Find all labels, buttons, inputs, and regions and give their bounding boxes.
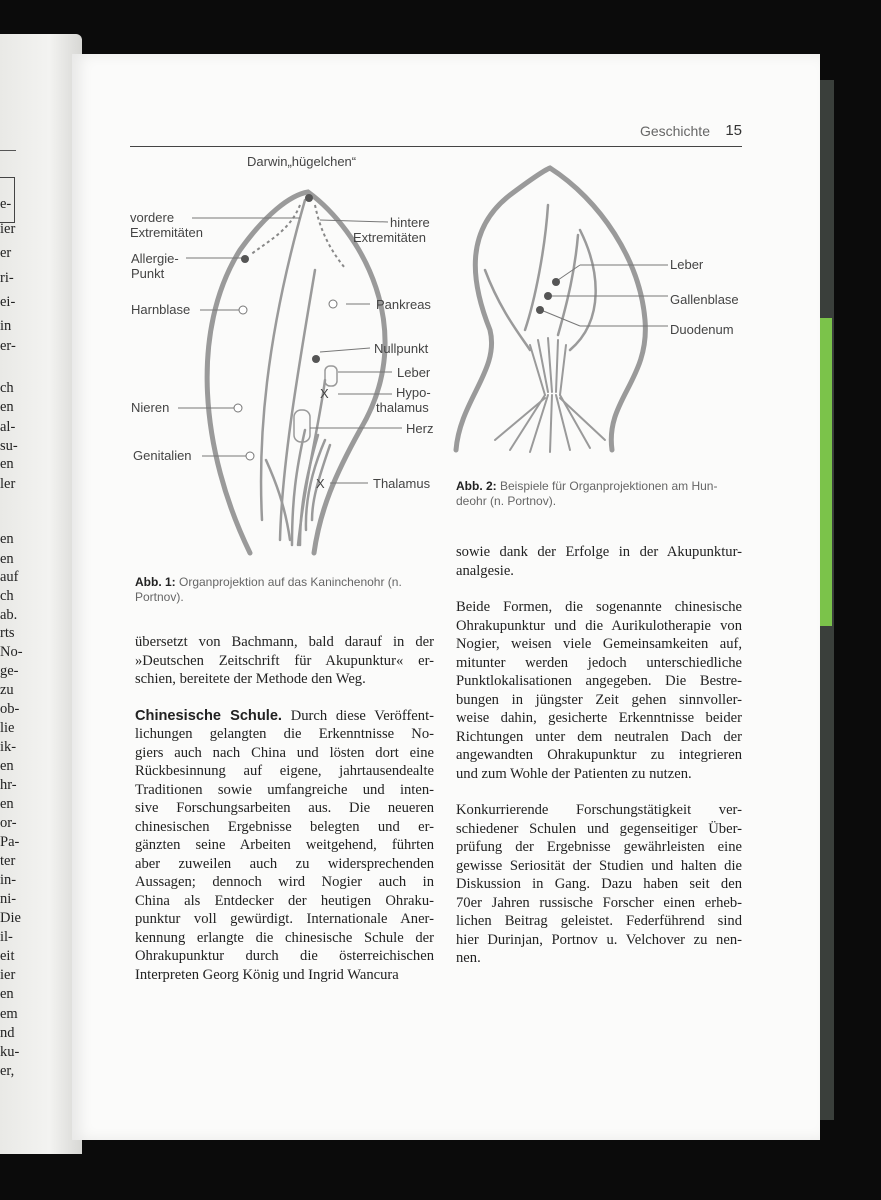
previous-page-line: auf [0,569,19,585]
paragraph-1 [135,633,434,689]
text-line: nen. [456,950,481,966]
text-line: lichen Beitrag geleistet. Federführend sind [456,913,742,929]
previous-page-line: Pa- [0,834,20,850]
previous-page-line: ku- [0,1044,20,1060]
page-number: 15 [725,122,742,139]
previous-page-line: Die [0,910,21,926]
previous-page-line: en [0,758,14,774]
previous-page-line: al- [0,419,16,435]
label-thalamus: Thalamus [373,476,431,491]
text-line: Nogier, weisen viele Gemeinsamkeiten auf, [456,636,742,652]
text-column-left [135,633,434,984]
section-heading: Chinesische Schule. [135,707,282,724]
previous-page-line: hr- [0,777,17,793]
text-line: bungen in jüngster Zeit gehen sinnvoller- [456,691,742,708]
previous-page-line: e- [0,196,12,212]
previous-page-line: ik- [0,739,17,755]
text-line: kennung erlangte die chinesische Schule der [135,929,434,946]
label-x-1: X [320,386,329,401]
text-line: Aussagen; dennoch wird Nogier auch in [135,874,434,890]
label-hintere: hintere [390,215,430,230]
text-line: gewisse Seriosität der Studien und halten die [456,857,742,874]
text-line: angewandten Ohrakupunktur zu integrieren [456,747,742,763]
label-harnblase: Harnblase [131,302,191,317]
label-herz: Herz [406,421,434,436]
text-line: lichungen gelangten die Erkenntnisse No- [135,726,434,742]
previous-page-line: en [0,551,14,567]
previous-page-line: il- [0,929,13,945]
previous-page-line: er- [0,338,16,354]
previous-page-line: en [0,456,14,472]
previous-page-line: lie [0,720,15,736]
text-line: Beide Formen, die sogenannte chinesische [456,599,742,615]
text-line: aber zuweilen auch zu widersprechenden [135,855,434,872]
text-line: Ohrakupunktur und die Aurikulotherapie von [456,617,742,634]
previous-page-line: ob- [0,701,20,717]
label-gallenblase: Gallenblase [670,292,739,307]
previous-page-line: su- [0,438,18,454]
text-line: China als Entdecker der heutigen Ohraku- [135,892,434,909]
text-line: chinesischen Ergebnisse belegten und er- [135,818,434,835]
label-leber-dog: Leber [670,257,704,272]
previous-page-line: ch [0,380,14,396]
text-line: Richtungen unter dem neutralen Dach der [456,728,742,745]
label-vordere-2: Extremitäten [130,225,203,240]
text-line: schien, bereitete der Methode den Weg. [135,671,366,687]
label-vordere: vordere [130,210,175,225]
header-title: Geschichte [639,123,710,139]
label-genitalien: Genitalien [133,448,192,463]
previous-page-line: ier [0,967,16,983]
text-line: Ohrakupunktur durch die österreichischen [135,948,434,964]
previous-page-line: in- [0,872,17,888]
text-line: analgesie. [456,562,514,579]
text-line: sive Forschungsarbeiten aus. Die neueren [135,800,434,816]
text-line: Traditionen sowie umfangreiche und inten- [135,781,434,798]
text-line: gänzten seine Arbeiten weitgehend, führten [135,837,434,853]
previous-page-line: No- [0,644,23,660]
text-line: Diskussion in Gang. Dazu haben seit den [456,876,742,892]
previous-page-line: en [0,399,14,415]
previous-page-line: ni- [0,891,17,907]
text-line: »Deutschen Zeitschrift für Akupunktur« er- [135,652,434,669]
text-line: Punktlokalisationen angegeben. Die Bestre- [456,673,742,689]
paragraph-right-1 [456,543,742,580]
previous-page-line: en [0,986,14,1002]
label-hintere-2: Extremitäten [353,230,426,245]
previous-page-line: ge- [0,663,19,679]
previous-page-line: ch [0,588,14,604]
previous-page-line: ter [0,853,16,869]
previous-page-line: ler [0,476,16,492]
label-leber: Leber [397,365,431,380]
text-line: 70er Jahren russische Forscher einen erheb- [456,894,742,911]
previous-page-line: rts [0,625,15,641]
figure-2-caption: Abb. 2: Beispiele für Organprojektionen am Hun- deohr (n. Portnov). [456,479,718,508]
label-darwin: Darwin„hügelchen“ [247,154,357,169]
text-line: prüfung der Ergebnisse gewährleisten eine [456,839,742,855]
previous-page-line: nd [0,1025,15,1041]
previous-page-line: in [0,318,12,334]
previous-page-line: eit [0,948,15,964]
paragraph-right-3 [456,801,742,968]
label-nullpunkt: Nullpunkt [374,341,429,356]
previous-page-line: or- [0,815,17,831]
previous-page-line: en [0,796,14,812]
label-pankreas: Pankreas [376,297,431,312]
paragraph-chinesische-schule: Chinesische Schule. Durch diese Veröffent- lichungen gelangten die Erkenntnisse No- giers auch nach China und lösten dort eine Rückbesinnung auf eigene, jahrtausendealte Traditionen sowie umfangreiche und inten- sive Forschungsarbeiten aus. Die neueren chinesischen Ergebnisse belegten und er- gänzten seine Arbeiten weitgehend, führten aber zuweilen auch zu widersprechenden Aussagen; dennoch wird Nogier auch in China als Entdecker der heutigen Ohraku- punktur voll gewürdigt. Internationale Aner- kennung erlangte die chinesische Schule der Ohrakupunktur durch die österreichischen Interpreten Georg König und Ingrid Wancura [135,707,435,983]
previous-page-line: ei- [0,294,16,310]
text-line: mitunter werden jedoch unterschiedliche [456,654,742,671]
previous-page-line: ier [0,221,16,237]
previous-page-line: er [0,245,12,261]
label-allergie: Allergie- [131,251,179,266]
label-nieren: Nieren [131,400,170,415]
previous-page-line: er, [0,1063,15,1079]
text-line: sowie dank der Erfolge in der Akupunktur- [456,544,742,560]
previous-page-line: ab. [0,607,18,623]
text-line: punktur voll gewürdigt. Internationale Aner- [135,911,434,927]
text-line: giers auch nach China und lösten dort eine [135,744,434,761]
label-hypo: Hypo- [396,385,431,400]
text-line: Konkurrierende Forschungstätigkeit ver- [456,802,742,818]
text-line: schiedener Schulen und gegenseitiger Über- [456,820,742,837]
text-line: und zum Wohle der Patienten zu nutzen. [456,765,692,782]
previous-page-line: en [0,531,14,547]
text-line: hier Durinjan, Portnov u. Velchover zu nen- [456,931,742,948]
text-line: Interpreten Georg König und Ingrid Wancura [135,966,399,983]
label-duodenum: Duodenum [670,322,734,337]
label-x-2: X [316,476,325,491]
previous-page-line: em [0,1006,18,1022]
label-allergie-2: Punkt [131,266,165,281]
label-hypo-2: thalamus [376,400,429,415]
paragraph-right-2 [456,598,742,783]
text-line: weise dahin, gesicherte Erkenntnisse beider [456,710,742,726]
text-column-right [456,543,742,968]
previous-page-line: zu [0,682,14,698]
figure-1-caption: Abb. 1: Organprojektion auf das Kaninchenohr (n. Portnov). [135,575,402,604]
previous-page-line: ri- [0,270,14,286]
text-line: Rückbesinnung auf eigene, jahrtausendealte [135,763,434,779]
text-line: übersetzt von Bachmann, bald darauf in der [135,634,434,650]
